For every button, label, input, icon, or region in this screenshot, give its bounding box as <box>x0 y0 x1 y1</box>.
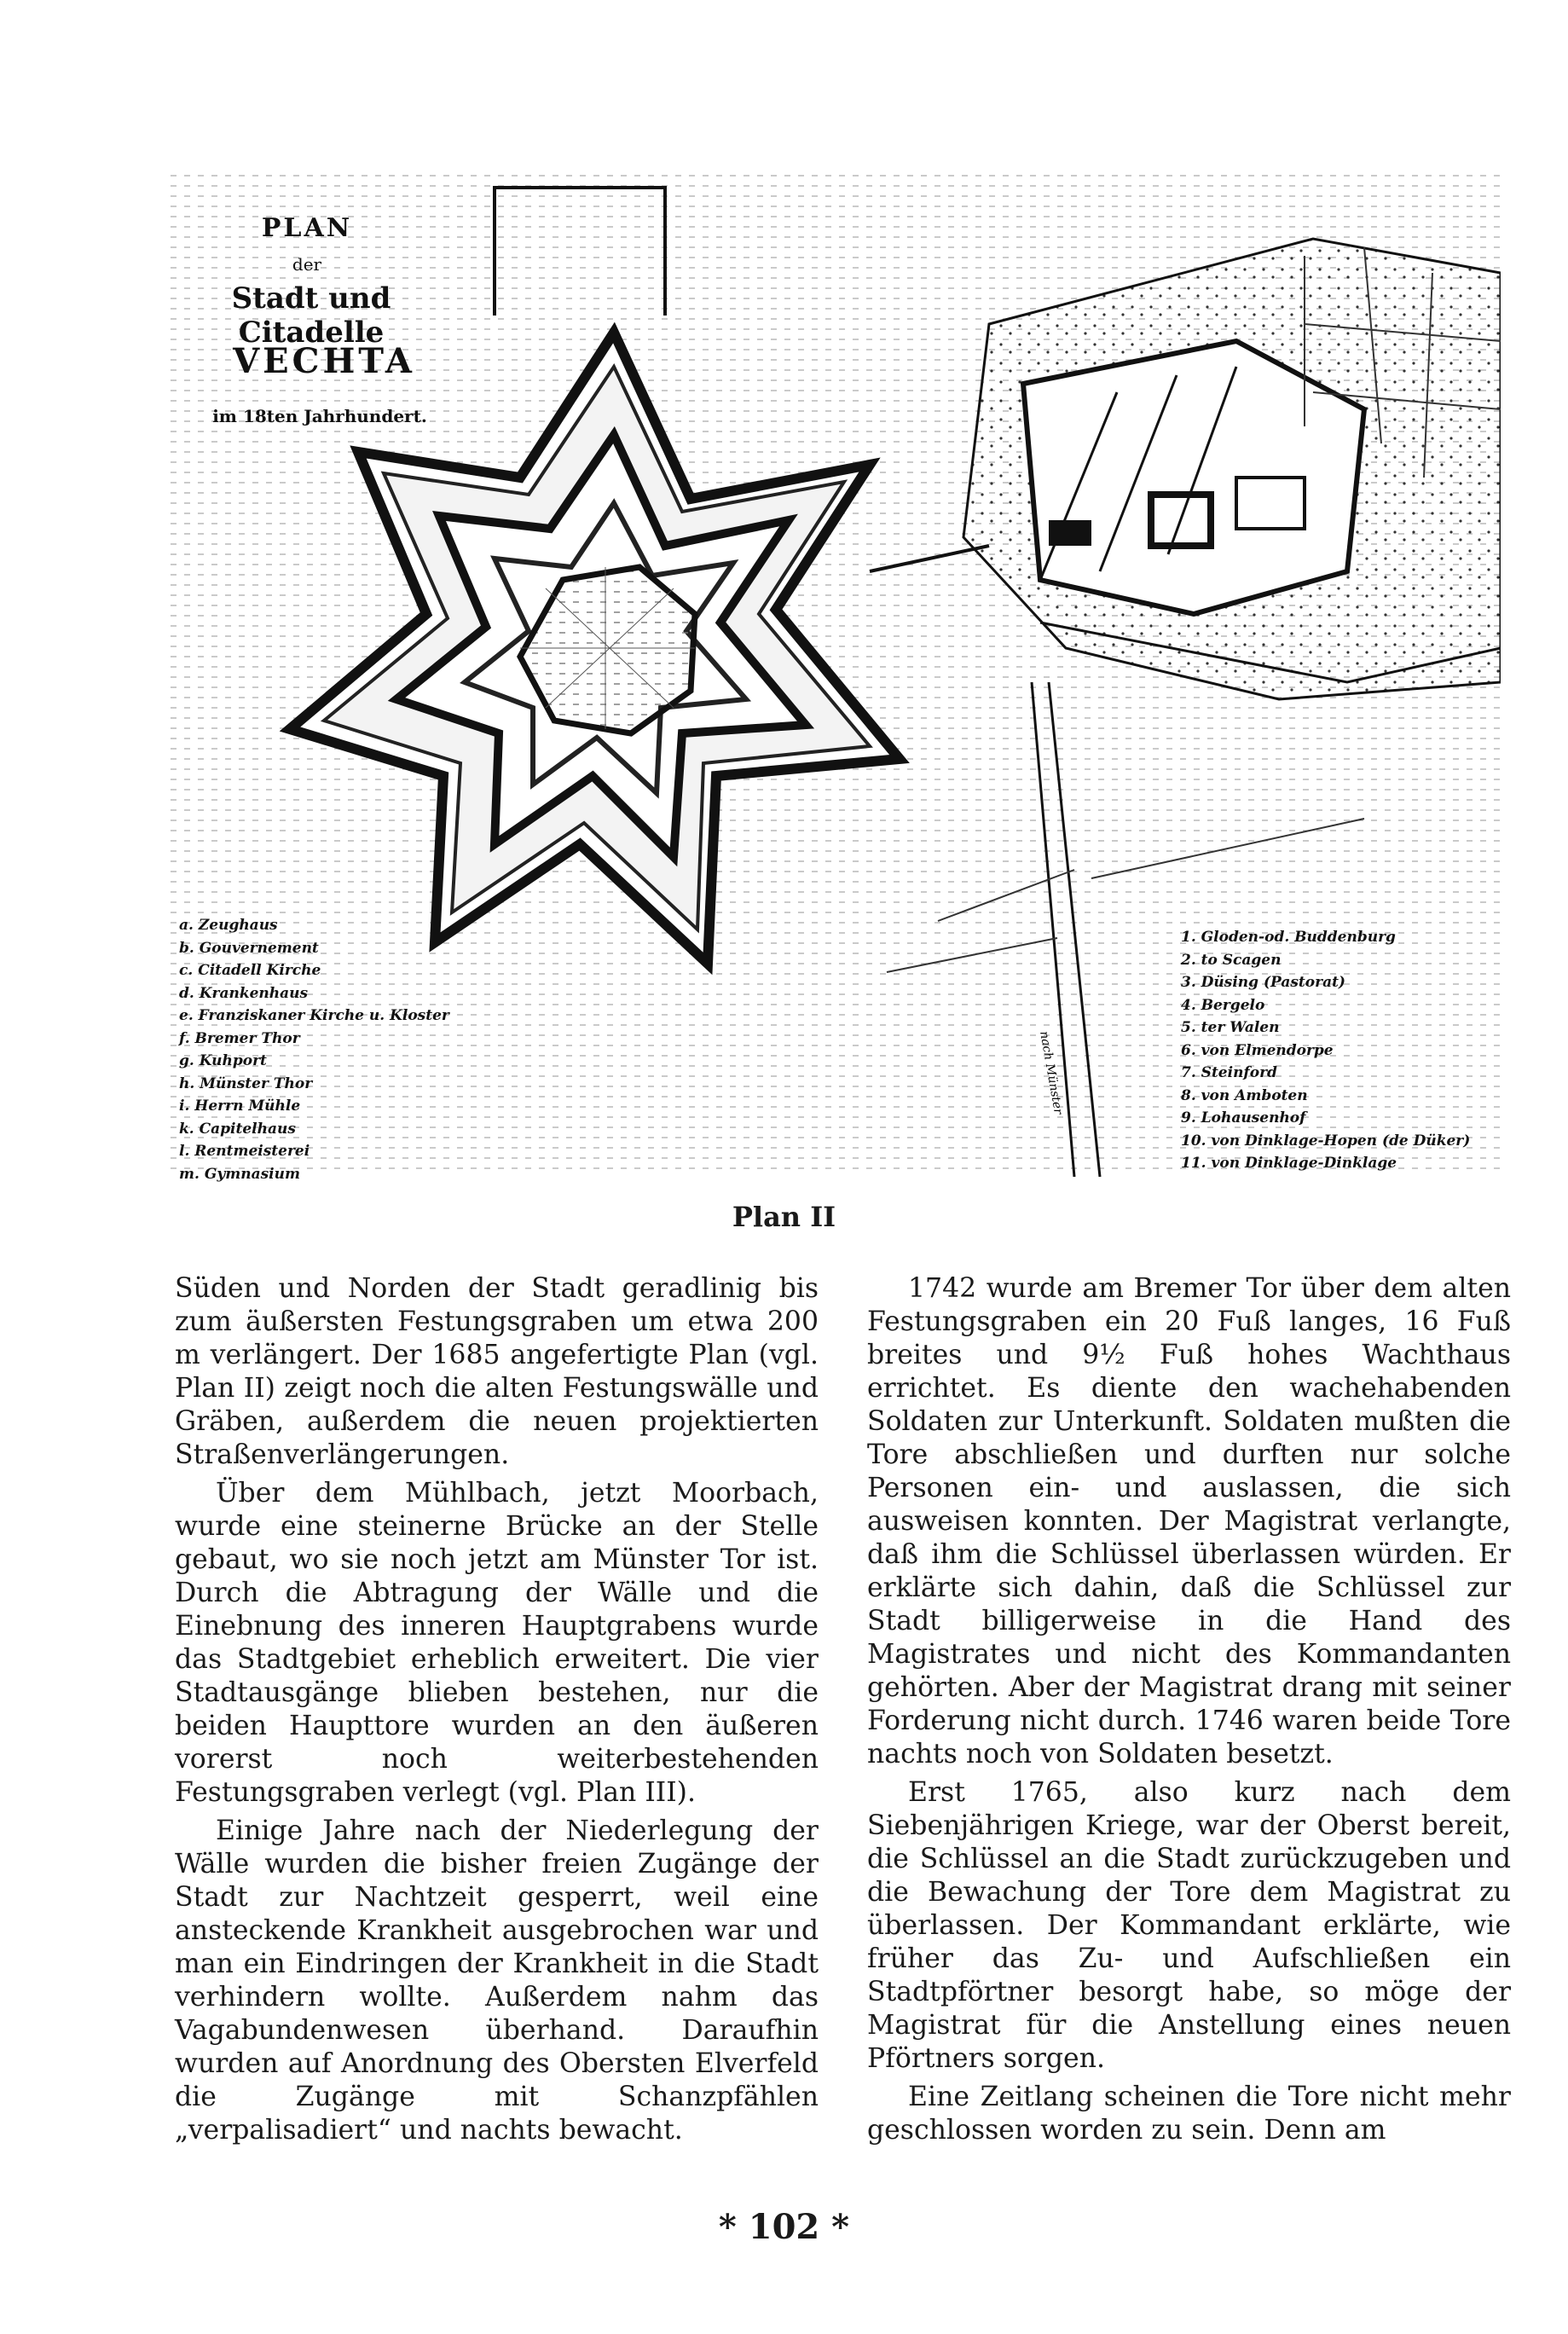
legend-item: i. Herrn Mühle <box>179 1098 301 1115</box>
legend-item: l. Rentmeisterei <box>179 1143 310 1160</box>
legend-item: k. Capitelhaus <box>179 1120 296 1138</box>
legend-item: 8. von Amboten <box>1181 1086 1308 1104</box>
legend-item: h. Münster Thor <box>179 1074 313 1092</box>
legend-item: m. Gymnasium <box>179 1165 300 1183</box>
paragraph: Erst 1765, also kurz nach dem Siebenjährigen Kriege, war der Oberst bereit, die Schlüssel an die Stadt zurückzugeben und die Bewachung der Tore dem Magistrat zu überlassen. Der Kommandant erklärte, wie früher das Zu- und Aufschließen ein Stadtpförtner besorgt habe, so möge der Magistrat für die Anstellung eines neuen Pförtners sorgen. <box>867 1777 1511 2074</box>
legend-item: 2. to Scagen <box>1181 951 1282 969</box>
legend-item: a. Zeughaus <box>179 917 278 934</box>
legend-item: f. Bremer Thor <box>179 1029 300 1047</box>
paragraph: 1742 wurde am Bremer Tor über dem alten Festungsgraben ein 20 Fuß langes, 16 Fuß breites und 9½ Fuß hohes Wachthaus errichtet. Es diente den wachehabenden Soldaten zur Unterkunft. Soldaten mußten die Tore abschließen und durften nur solche Personen ein- und auslassen, die sich ausweisen konnten. Der Magistrat verlangte, daß ihm die Schlüssel überlassen würden. Er erklärte sich dahin, daß die Schlüssel zur Stadt billigerweise in die Hand des Magistrates und nicht des Kommandanten gehörten. Aber der Magistrat drang mit seiner Forderung nicht durch. 1746 waren beide Tore nachts noch von Soldaten besetzt. <box>867 1273 1511 1769</box>
legend-item: b. Gouvernement <box>179 939 319 957</box>
legend-item: c. Citadell Kirche <box>179 962 321 979</box>
map-legend-numbers <box>1181 926 1470 1175</box>
map-title-der: der <box>292 254 322 275</box>
paragraph: Einige Jahre nach der Niederlegung der Wälle wurden die bisher freien Zugänge der Stadt zur Nachtzeit gesperrt, weil eine ansteckende Krankheit ausgebrochen war und man ein Eindringen der Krankheit in die Stadt verhindern wollte. Außerdem nahm das Vagabundenwesen überhand. Daraufhin wurden auf Anordnung des Obersten Elverfeld die Zugänge mit Schanzpfählen „verpalisadiert“ und nachts bewacht. <box>175 1816 819 2146</box>
map-legend-letters <box>179 914 449 1185</box>
legend-item: 11. von Dinklage-Dinklage <box>1181 1155 1397 1172</box>
map-title-vechta: VECHTA <box>233 341 415 381</box>
paragraph: Über dem Mühlbach, jetzt Moorbach, wurde eine steinerne Brücke an der Stelle gebaut, wo sie noch jetzt am Münster Tor ist. Durch die Abtragung der Wälle und die Einebnung des inneren Hauptgrabens wurde das Stadtgebiet erheblich erweitert. Die vier Stadtausgänge blieben bestehen, nur die beiden Haupttore wurden an den äußeren vorerst noch weiterbestehenden Festungsgraben verlegt (vgl. Plan III). <box>175 1478 819 1808</box>
road-label: nach Münster <box>1037 1029 1065 1116</box>
text-column-right <box>867 1272 1511 2147</box>
legend-item: 5. ter Walen <box>1181 1019 1280 1036</box>
legend-item: 7. Steinford <box>1181 1064 1277 1081</box>
figure-caption: Plan II <box>732 1201 836 1233</box>
legend-item: d. Krankenhaus <box>179 984 309 1002</box>
legend-item: g. Kuhport <box>179 1052 267 1069</box>
legend-item: 4. Bergelo <box>1181 996 1265 1014</box>
paragraph: Süden und Norden der Stadt geradlinig bis zum äußersten Festungsgraben um etwa 200 m verlängert. Der 1685 angefertigte Plan (vgl. Plan II) zeigt noch die alten Festungswälle und Gräben, außerdem die neuen projektierten Straßenverlängerungen. <box>175 1273 819 1470</box>
text-column-left <box>175 1272 819 2147</box>
page-number: * 102 * <box>718 2207 850 2247</box>
map-title-century: im 18ten Jahrhundert. <box>212 406 427 426</box>
map-title-plan: PLAN <box>261 213 353 243</box>
legend-item: 6. von Elmendorpe <box>1181 1041 1334 1059</box>
legend-item: 9. Lohausenhof <box>1181 1109 1306 1126</box>
legend-item: 1. Gloden-od. Buddenburg <box>1181 929 1396 946</box>
map-title-stadt: Stadt und Citadelle <box>231 281 391 350</box>
legend-item: 3. Düsing (Pastorat) <box>1181 974 1345 991</box>
paragraph: Eine Zeitlang scheinen die Tore nicht mehr geschlossen worden zu sein. Denn am <box>867 2082 1511 2146</box>
legend-item: 10. von Dinklage-Hopen (de Düker) <box>1181 1132 1471 1150</box>
legend-item: e. Franziskaner Kirche u. Kloster <box>179 1007 449 1024</box>
